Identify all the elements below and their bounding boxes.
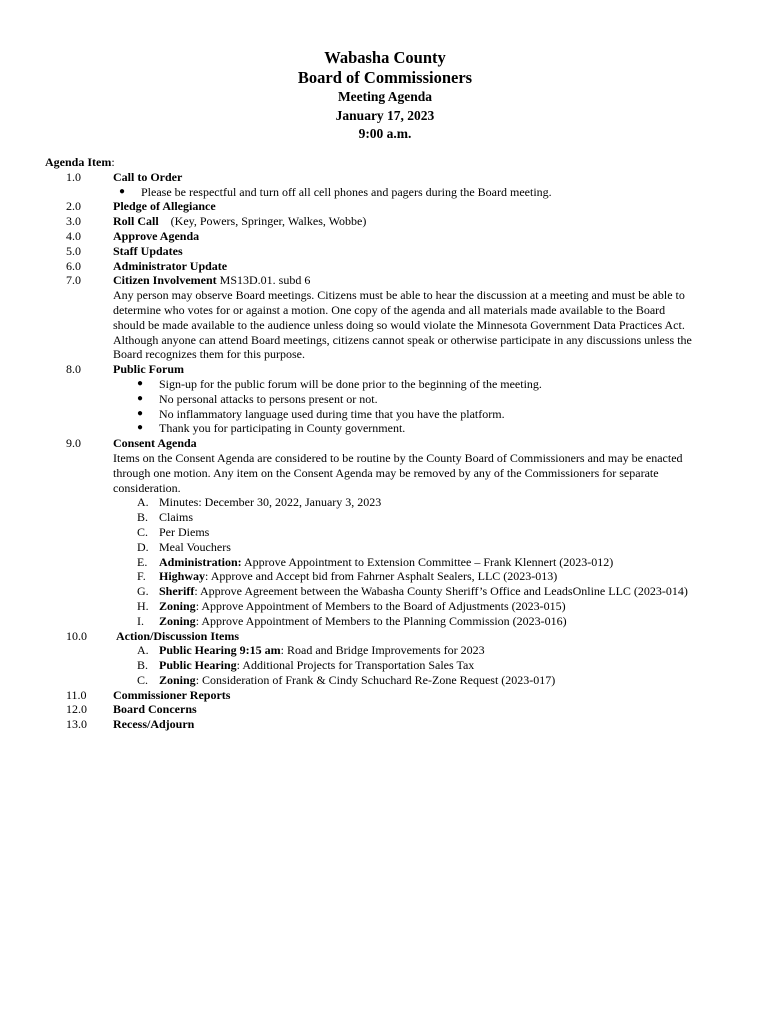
consent-subitem-f <box>0 569 770 584</box>
agenda-label-row <box>0 155 770 170</box>
bullet-text: Please be respectful and turn off all cell phones and pagers during the Board meeting. <box>141 184 552 199</box>
sub-letter: H. <box>137 598 149 613</box>
item-title: Citizen Involvement <box>113 273 217 288</box>
sub-letter: F. <box>137 569 146 584</box>
meeting-time: 9:00 a.m. <box>358 126 412 141</box>
bullet-text: No inflammatory language used during time that you have the platform. <box>159 406 505 421</box>
item-title: Consent Agenda <box>113 436 197 451</box>
consent-subitem-h <box>0 599 770 614</box>
county-name: Wabasha County <box>324 48 446 67</box>
agenda-item-7 <box>0 273 770 288</box>
sub-text: : Approve Appointment of Members to the Planning Commission (2023-016) <box>195 613 567 628</box>
sub-letter: I. <box>137 613 144 628</box>
sub-text: Claims <box>159 510 194 525</box>
agenda-item-11 <box>0 688 770 703</box>
board-name: Board of Commissioners <box>297 68 473 87</box>
document-type: Meeting Agenda <box>337 89 433 104</box>
item-title: Recess/Adjourn <box>113 717 195 732</box>
agenda-item-2 <box>0 199 770 214</box>
item-number: 7.0 <box>66 273 81 288</box>
sub-category: Public Hearing <box>159 658 237 673</box>
sub-text: : Approve Agreement between the Wabasha County Sheriff’s Office and LeadsOnline LLC (2023-014) <box>194 584 688 599</box>
paragraph-line: should be made available to the audience unless doing so would violate the Minnesota Government Data Practices Act. <box>113 317 685 332</box>
sub-text: Minutes: December 30, 2022, January 3, 2023 <box>159 495 382 510</box>
item-number: 3.0 <box>66 214 81 229</box>
action-subitem-c <box>0 673 770 688</box>
action-subitem-b <box>0 658 770 673</box>
item-number: 2.0 <box>66 199 81 214</box>
item-title: Commissioner Reports <box>113 687 231 702</box>
item-title: Administrator Update <box>113 258 228 273</box>
sub-category: Zoning <box>159 598 196 613</box>
sub-text: Meal Vouchers <box>159 539 231 554</box>
sub-category: Sheriff <box>159 584 195 599</box>
sub-letter: E. <box>137 554 148 569</box>
sub-text: Approve Appointment to Extension Committee – Frank Klennert (2023-012) <box>241 554 614 569</box>
sub-text: : Approve Appointment of Members to the Board of Adjustments (2023-015) <box>195 598 566 613</box>
item-number: 1.0 <box>66 169 81 184</box>
item-title: Staff Updates <box>113 243 183 258</box>
item-number: 9.0 <box>66 436 81 451</box>
paragraph-line: Board recognizes them for this purpose. <box>113 347 305 362</box>
meeting-date: January 17, 2023 <box>335 107 435 123</box>
item-title: Board Concerns <box>113 702 197 717</box>
agenda-item-5 <box>0 244 770 259</box>
bullet-item <box>0 377 770 392</box>
consent-subitem-e <box>0 555 770 570</box>
sub-letter: A. <box>137 495 149 510</box>
sub-category: Zoning <box>159 672 196 687</box>
agenda-item-1 <box>0 170 770 185</box>
agenda-item-13 <box>0 717 770 732</box>
agenda-item-6 <box>0 259 770 274</box>
bullet-icon: ● <box>137 392 144 404</box>
sub-letter: B. <box>137 658 149 673</box>
agenda-item-4 <box>0 229 770 244</box>
sub-letter: A. <box>137 643 149 658</box>
sub-category: Administration: <box>159 554 242 569</box>
bullet-item <box>0 407 770 422</box>
paragraph-line: Although anyone can attend Board meetings, citizens cannot speak or otherwise participate in any discussions unless the <box>113 332 692 347</box>
item-detail: (Key, Powers, Springer, Walkes, Wobbe) <box>170 214 367 229</box>
item-number: 11.0 <box>66 687 87 702</box>
agenda-item-8 <box>0 362 770 377</box>
paragraph-line: determine who votes for or against a motion. One copy of the agenda and all materials made available to the Board <box>113 302 666 317</box>
item-title: Action/Discussion Items <box>116 628 240 643</box>
paragraph-line: Items on the Consent Agenda are considered to be routine by the County Board of Commissioners and may be enacted <box>113 450 683 465</box>
bullet-icon: ● <box>137 422 144 434</box>
bullet-icon: ● <box>137 377 144 389</box>
item-title: Pledge of Allegiance <box>113 199 216 214</box>
agenda-item-12 <box>0 702 770 717</box>
consent-subitem-a <box>0 495 770 510</box>
sub-text: : Additional Projects for Transportation Sales Tax <box>236 658 475 673</box>
paragraph-line: Any person may observe Board meetings. Citizens must be able to hear the discussion at a meeting and must be able to <box>113 288 685 303</box>
consent-subitem-g <box>0 584 770 599</box>
item-detail: MS13D.01. subd 6 <box>219 273 311 288</box>
paragraph-line: through one motion. Any item on the Consent Agenda may be removed by any of the Commissioners for separate <box>113 465 659 480</box>
bullet-item <box>0 421 770 436</box>
bullet-text: Sign-up for the public forum will be done prior to the beginning of the meeting. <box>159 376 542 391</box>
paragraph-line: consideration. <box>113 480 181 495</box>
sub-text: : Road and Bridge Improvements for 2023 <box>280 643 485 658</box>
sub-letter: D. <box>137 539 149 554</box>
sub-category: Highway <box>159 569 206 584</box>
document-header <box>0 48 770 144</box>
action-subitem-a <box>0 643 770 658</box>
agenda-item-9 <box>0 436 770 451</box>
item-title: Call to Order <box>113 169 183 184</box>
sub-text: : Consideration of Frank & Cindy Schuchard Re-Zone Request (2023-017) <box>195 672 556 687</box>
item-title: Roll Call <box>113 214 159 229</box>
consent-subitem-b <box>0 510 770 525</box>
consent-subitem-c <box>0 525 770 540</box>
item-number: 13.0 <box>66 717 87 732</box>
bullet-item <box>0 185 770 200</box>
bullet-item <box>0 392 770 407</box>
bullet-icon: ● <box>137 407 144 419</box>
sub-letter: B. <box>137 510 149 525</box>
bullet-icon: ● <box>119 185 126 197</box>
item-number: 8.0 <box>66 362 81 377</box>
sub-letter: G. <box>137 584 149 599</box>
consent-agenda-text <box>113 451 723 495</box>
item-number: 10.0 <box>66 628 87 643</box>
sub-category: Public Hearing 9:15 am <box>159 643 281 658</box>
sub-category: Zoning <box>159 613 196 628</box>
item-title: Approve Agenda <box>113 228 200 243</box>
agenda-item-3 <box>0 214 770 229</box>
item-title: Public Forum <box>113 362 184 377</box>
agenda-label: Agenda Item <box>45 155 112 169</box>
agenda-item-10 <box>0 629 770 644</box>
bullet-text: No personal attacks to persons present or not. <box>159 391 378 406</box>
sub-text: : Approve and Accept bid from Fahrner Asphalt Sealers, LLC (2023-013) <box>205 569 558 584</box>
consent-subitem-i <box>0 614 770 629</box>
sub-letter: C. <box>137 524 149 539</box>
agenda-label-colon: : <box>111 155 115 169</box>
sub-text: Per Diems <box>159 524 210 539</box>
consent-subitem-d <box>0 540 770 555</box>
item-number: 6.0 <box>66 258 81 273</box>
item-number: 4.0 <box>66 228 81 243</box>
agenda-body <box>0 155 770 732</box>
item-number: 5.0 <box>66 243 81 258</box>
citizen-involvement-text <box>113 288 723 362</box>
item-number: 12.0 <box>66 702 87 717</box>
sub-letter: C. <box>137 672 149 687</box>
bullet-text: Thank you for participating in County government. <box>159 421 406 436</box>
